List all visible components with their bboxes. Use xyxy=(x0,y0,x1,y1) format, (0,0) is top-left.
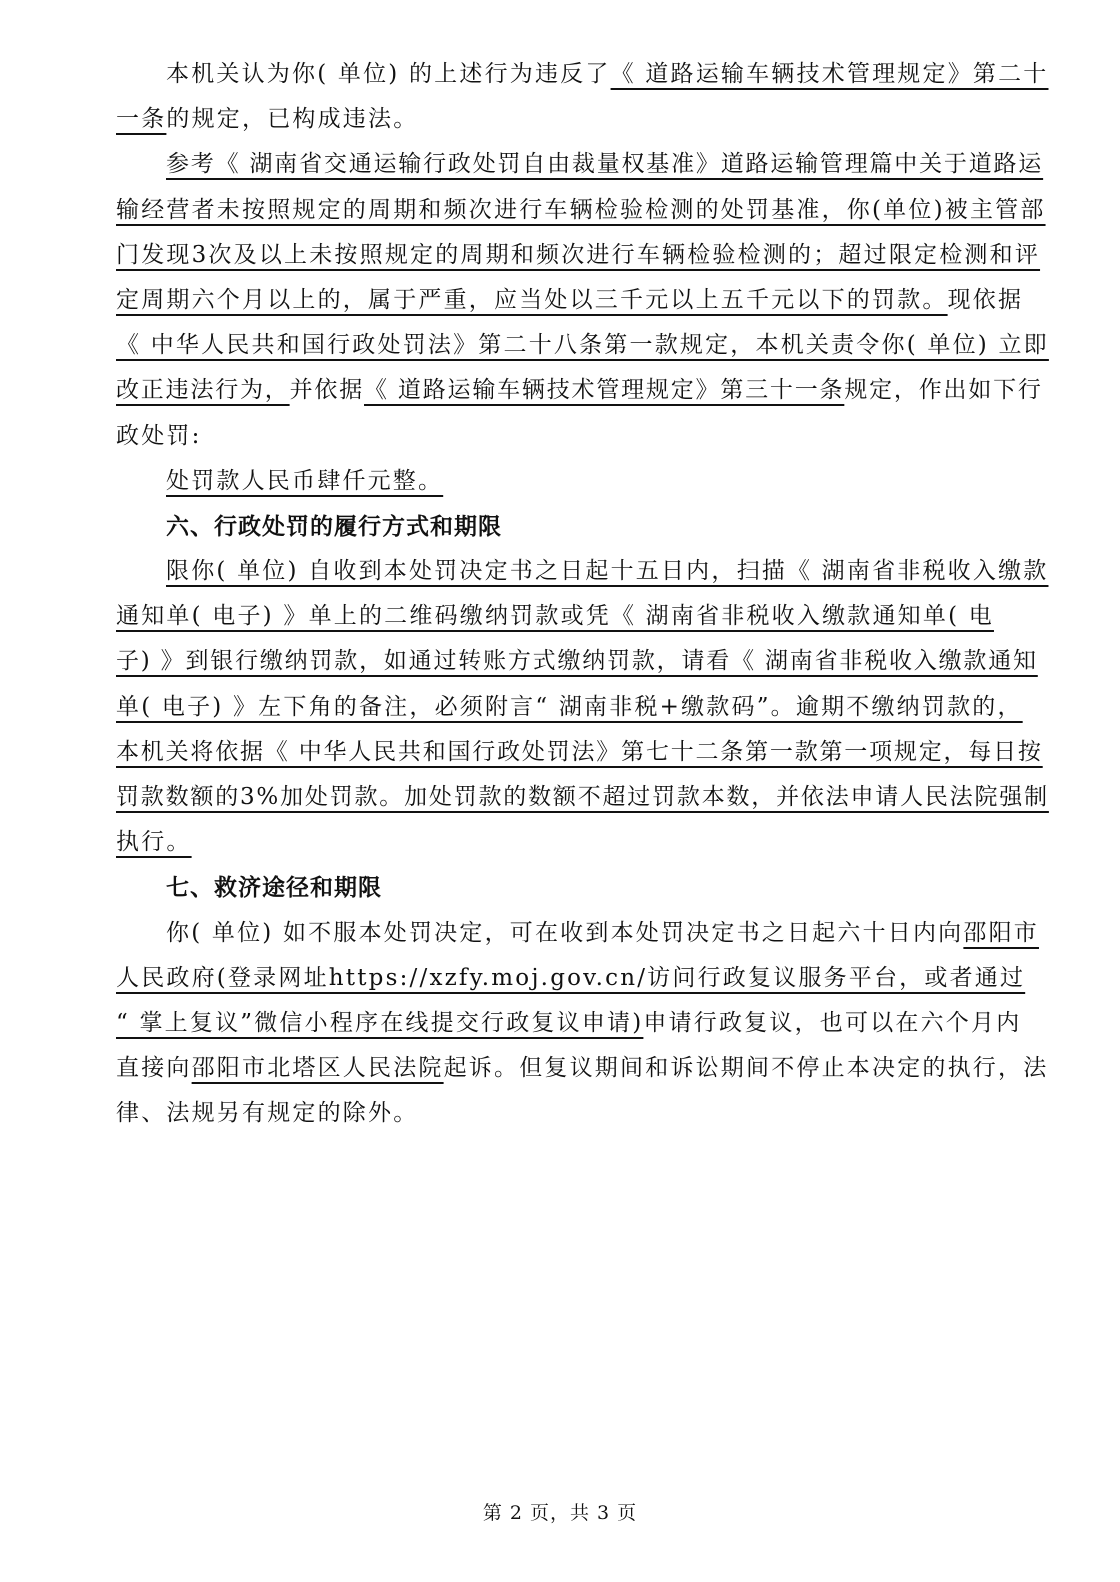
underlined-text: 本机关将依据《 中华人民共和国行政处罚法》第七十二条第一款第一项规定，每日按 xyxy=(116,738,1043,765)
underlined-text: 处罚款人民币肆仟元整。 xyxy=(166,467,444,494)
underlined-text: 门发现3次及以上未按照规定的周期和频次进行车辆检验检测的；超过限定检测和评 xyxy=(116,241,1041,268)
paragraph-line xyxy=(116,1001,1050,1046)
text-segment: 律、法规另有规定的除外。 xyxy=(116,1100,419,1127)
text-segment: 起诉。但复议期间和诉讼期间不停止本决定的执行，法 xyxy=(443,1055,1049,1082)
paragraph-line xyxy=(116,52,1050,97)
text-segment: 并依据 xyxy=(289,377,365,404)
text-segment: 的规定，已构成违法。 xyxy=(166,106,419,133)
document-body xyxy=(116,52,1050,1137)
underlined-text: 《 道路运输车辆技术管理规定》第二十 xyxy=(610,61,1049,87)
text-segment: 本机关认为你( 单位) 的上述行为违反了 xyxy=(166,61,611,87)
paragraph-line xyxy=(116,188,1050,233)
page-footer: 第 2 页，共 3 页 xyxy=(482,1502,638,1524)
underlined-text: 限你( 单位) 自收到本处罚决定书之日起十五日内，扫描《 湖南省非税收入缴款 xyxy=(166,558,1049,585)
paragraph-line xyxy=(116,549,1050,594)
underlined-text: 一条 xyxy=(116,106,167,133)
paragraph-line xyxy=(116,956,1050,1001)
paragraph-line xyxy=(116,414,1050,459)
underlined-text: 执行。 xyxy=(116,829,192,856)
paragraph-line xyxy=(116,368,1050,413)
paragraph-line xyxy=(116,639,1050,684)
underlined-text: 定周期六个月以上的，属于严重，应当处以三千元以上五千元以下的罚款。 xyxy=(116,286,948,313)
paragraph-line xyxy=(116,775,1050,820)
paragraph-line xyxy=(116,730,1050,775)
paragraph-line xyxy=(116,820,1050,865)
section-heading xyxy=(116,504,1050,549)
paragraph-line xyxy=(116,685,1050,730)
underlined-text: 《 中华人民共和国行政处罚法》第二十八条第一款规定，本机关责令你( 单位) 立即 xyxy=(116,332,1049,359)
underlined-text: 输经营者未按照规定的周期和频次进行车辆检验检测的处罚基准，你(单位)被主管部 xyxy=(116,196,1046,223)
paragraph-line xyxy=(116,1046,1050,1091)
text-segment: 规定，作出如下行 xyxy=(844,377,1043,404)
paragraph-line xyxy=(116,1091,1050,1136)
text-segment: 你( 单位) 如不服本处罚决定，可在收到本处罚决定书之日起六十日内向 xyxy=(166,919,964,946)
underlined-text: 子) 》到银行缴纳罚款，如通过转账方式缴纳罚款，请看《 湖南省非税收入缴款通知 xyxy=(116,648,1038,675)
underlined-text: “ 掌上复议”微信小程序在线提交行政复议申请) xyxy=(116,1009,644,1036)
underlined-text: 邵阳市 xyxy=(963,919,1039,946)
paragraph-line xyxy=(116,278,1050,323)
text-segment: 七、救济途径和期限 xyxy=(166,874,382,902)
text-segment: 直接向 xyxy=(116,1055,192,1082)
paragraph-line xyxy=(116,594,1050,639)
text-segment: 六、行政处罚的履行方式和期限 xyxy=(166,512,502,540)
underlined-text: 邵阳市北塔区人民法院 xyxy=(191,1055,444,1082)
paragraph-line xyxy=(116,97,1050,142)
underlined-text: 人民政府(登录网址https://xzfy.moj.gov.cn/访问行政复议服务平台，或者通过 xyxy=(116,964,1026,991)
paragraph-line xyxy=(116,323,1050,368)
section-heading xyxy=(116,865,1050,910)
paragraph-line xyxy=(116,142,1050,187)
underlined-text: 参考《 湖南省交通运输行政处罚自由裁量权基准》道路运输管理篇中关于道路运 xyxy=(166,151,1044,178)
underlined-text: 《 道路运输车辆技术管理规定》第三十一条 xyxy=(364,377,845,404)
paragraph-line xyxy=(116,233,1050,278)
text-segment: 申请行政复议，也可以在六个月内 xyxy=(643,1009,1022,1036)
underlined-text: 通知单( 电子) 》单上的二维码缴纳罚款或凭《 湖南省非税收入缴款通知单( 电 xyxy=(116,603,994,630)
underlined-text: 改正违法行为， xyxy=(116,377,290,404)
paragraph-line xyxy=(116,459,1050,504)
paragraph-line xyxy=(116,911,1050,956)
underlined-text: 罚款数额的3%加处罚款。加处罚款的数额不超过罚款本数，并依法申请人民法院强制 xyxy=(116,784,1049,810)
text-segment: 现依据 xyxy=(947,286,1024,313)
text-segment: 政处罚: xyxy=(116,422,202,449)
underlined-text: 单( 电子) 》左下角的备注，必须附言“ 湖南非税+缴款码”。逾期不缴纳罚款的， xyxy=(116,693,1023,720)
